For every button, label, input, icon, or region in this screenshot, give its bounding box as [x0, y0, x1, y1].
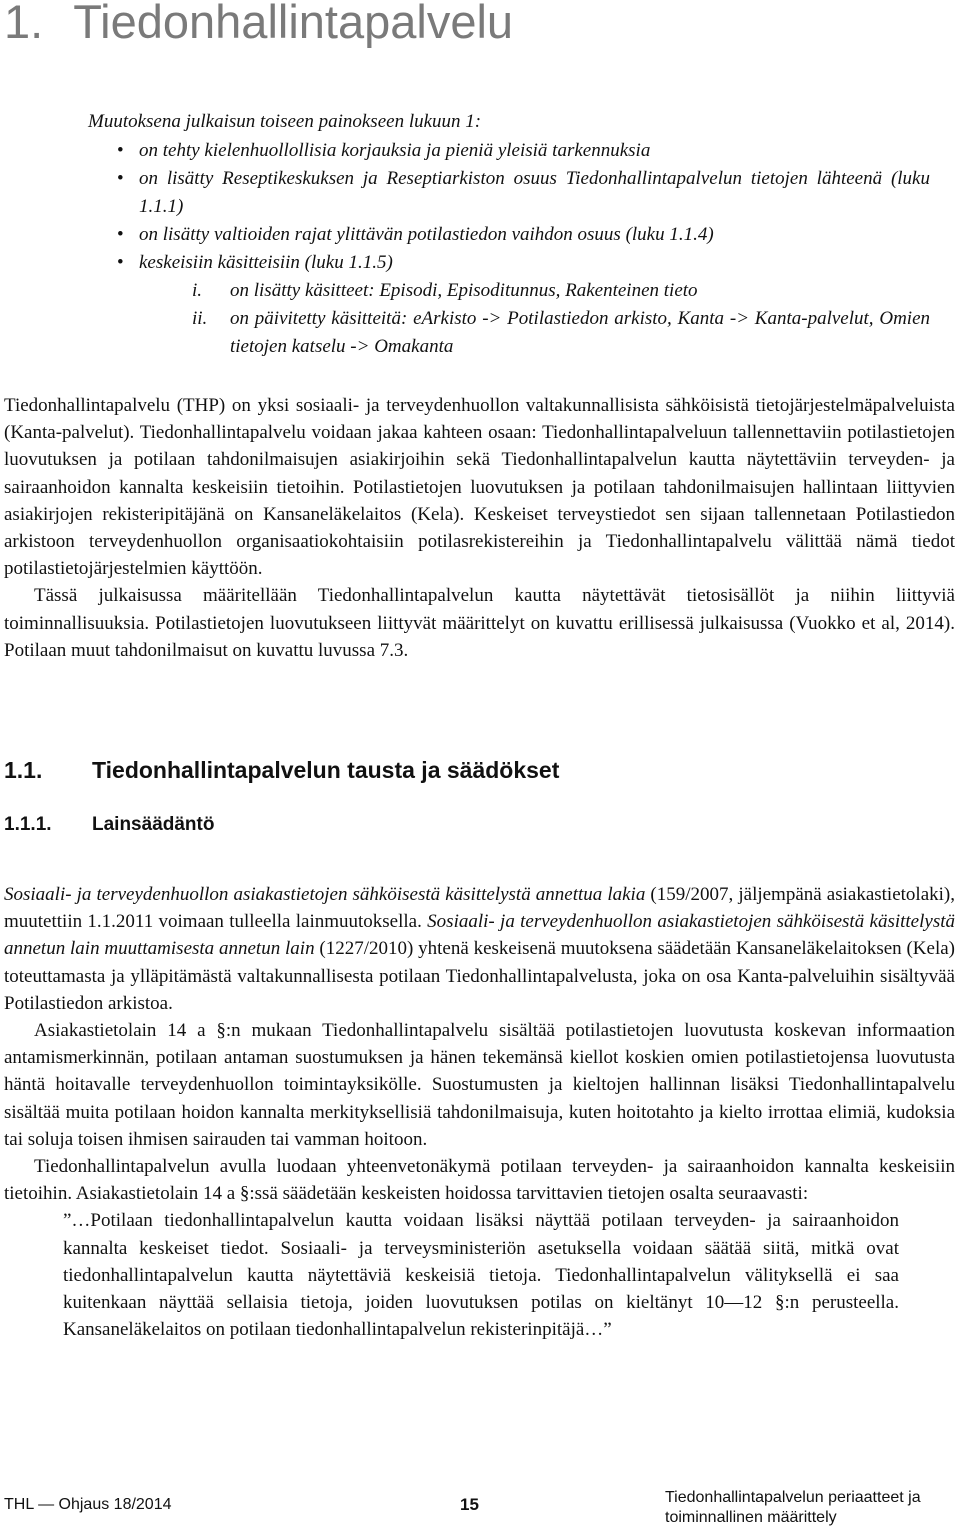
- change-notes-intro: Muutoksena julkaisun toiseen painokseen lukuun 1:: [88, 111, 482, 132]
- list-item: • keskeisiin käsitteisiin (luku 1.1.5): [88, 249, 930, 277]
- law-title: Sosiaali- ja terveydenhuollon asiakastietojen sähköisestä käsittelystä annettua lakia: [4, 884, 646, 905]
- subitem-text: on lisätty käsitteet: Episodi, Episoditunnus, Rakenteinen tieto: [230, 280, 698, 301]
- page-title: [4, 0, 513, 49]
- law-quote: ”…Potilaan tiedonhallintapalvelun kautta voidaan lisäksi näyttää potilaan terveyden- ja sairaanhoidon kannalta keskeiset tiedot. Sosiaali- ja terveysministeriön asetuksella voidaan säätää siitä, mitkä ovat tiedonhallintapalvelun kautta näytettäviä keskeisiä tietoja. Tiedonhallintapalvelun välityksellä ei saa kuitenkaan näyttää sellaisia tietoja, joiden luovutuksen potilas on kieltänyt 10—12 §:n perusteella. Kansaneläkelaitos on potilaan tiedonhallintapalvelun rekisterinpitäjä…”: [63, 1210, 899, 1341]
- subsection-number: 1.1.1.: [4, 814, 52, 835]
- law-title: Sosiaali- ja terveydenhuollon asiakastietojen sähköisestä käsittelystä annetun lain muuttamisesta annetun lain: [4, 911, 955, 960]
- change-subitem-list: [88, 277, 930, 361]
- roman-numeral: i.: [192, 280, 203, 301]
- change-bullet-list: [88, 137, 930, 277]
- section-heading: [4, 757, 559, 784]
- roman-numeral: ii.: [192, 308, 208, 329]
- footer-publication: THL — Ohjaus 18/2014: [4, 1496, 172, 1513]
- section-title: Tiedonhallintapalvelun tausta ja säädökset: [92, 757, 560, 783]
- paragraph: [4, 881, 955, 1017]
- list-item: • on tehty kielenhuollollisia korjauksia ja pieniä yleisiä tarkennuksia: [88, 137, 930, 165]
- footer-document-title: Tiedonhallintapalvelun periaatteet ja toiminnallinen määrittely: [665, 1489, 921, 1526]
- intro-body: [4, 392, 955, 664]
- paragraph: Asiakastietolain 14 a §:n mukaan Tiedonhallintapalvelu sisältää potilastietojen luovutusta koskevan informaation antamismerkinnän, potilaan antaman suostumuksen ja hänen tekemänsä kiellot koskien omien potilastietojensa luovutusta häntä hoitavalle terveydenhuollon toimintayksikölle. Suostumusten ja kieltojen hallinnan lisäksi Tiedonhallintapalvelu sisältää muita potilaan hoidon kannalta merkityksellisiä tahdonilmaisuja, kuten hoitotahto ja kielto irrottaa elimiä, kudoksia tai soluja toisen ihmisen sairauden tai vamman hoitoon.: [4, 1020, 955, 1150]
- law-body: [4, 881, 955, 1343]
- list-item: [88, 305, 930, 361]
- list-item: [88, 277, 930, 305]
- subsection-title: Lainsäädäntö: [92, 814, 215, 835]
- section-number: 1.1.: [4, 757, 43, 783]
- change-notes: [88, 108, 930, 361]
- paragraph-text: (1227/2010) yhtenä keskeisenä muutoksena säädetään Kansaneläkelaitoksen (Kela) toteuttamasta ja ylläpitämästä valtakunnallisesta potilaan Tiedonhallintapalvelusta, joka on osa Kanta-palveluihin sisältyvää Potilastiedon arkistoa.: [4, 938, 955, 1014]
- list-item: • on lisätty Reseptikeskuksen ja Reseptiarkiston osuus Tiedonhallintapalvelun tietojen lähteenä (luku 1.1.1): [88, 165, 930, 221]
- paragraph-text: (159/2007, jäljempänä asiakastietolaki), muutettiin 1.1.2011 voimaan tulleella lainmuutoksella.: [4, 884, 955, 933]
- page-number: 15: [460, 1495, 479, 1514]
- chapter-number: 1.: [4, 0, 44, 48]
- subsection-heading: [4, 814, 214, 836]
- paragraph: Tiedonhallintapalvelun avulla luodaan yhteenvetonäkymä potilaan terveyden- ja sairaanhoidon kannalta keskeisiin tietoihin. Asiakastietolain 14 a §:ssä säädetään keskeisten hoidossa tarvittavien tietojen osalta seuraavasti:: [4, 1156, 955, 1205]
- subitem-text: on päivitetty käsitteitä: eArkisto -> Potilastiedon arkisto, Kanta -> Kanta-palvelut, Omien tietojen katselu -> Omakanta: [230, 308, 930, 357]
- paragraph: Tässä julkaisussa määritellään Tiedonhallintapalvelun kautta näytettävät tietosisällöt ja niihin liittyviä toiminnallisuuksia. Potilastietojen luovutukseen liittyvät määrittelyt on kuvattu erillisessä julkaisussa (Vuokko et al, 2014). Potilaan muut tahdonilmaisut on kuvattu luvussa 7.3.: [4, 585, 955, 661]
- list-item: • on lisätty valtioiden rajat ylittävän potilastiedon vaihdon osuus (luku 1.1.4): [88, 221, 930, 249]
- paragraph: Tiedonhallintapalvelu (THP) on yksi sosiaali- ja terveydenhuollon valtakunnallisista sähköisistä tietojärjestelmäpalveluista (Kanta-palvelut). Tiedonhallintapalvelu voidaan jakaa kahteen osaan: Tiedonhallintapalveluun tallennettaviin potilastietojen luovutuksen ja potilaan tahdonilmaisujen asiakirjoihin sekä Tiedonhallintapalvelun kautta näytettäviin terveyden- ja sairaanhoidon kannalta keskeisiin tietoihin. Potilastietojen luovutuksen ja potilaan tahdonilmaisujen hallintaan liittyvien asiakirjojen rekisteripitäjänä on Kansaneläkelaitos (Kela). Keskeiset terveystiedot sen sijaan tallennetaan Potilastiedon arkistoon terveydenhuollon organisaatiokohtaisiin potilasrekistereihin ja Tiedonhallintapalvelu välittää nämä tiedot potilastietojärjestelmien käyttöön.: [4, 395, 955, 580]
- chapter-title: Tiedonhallintapalvelu: [73, 0, 514, 48]
